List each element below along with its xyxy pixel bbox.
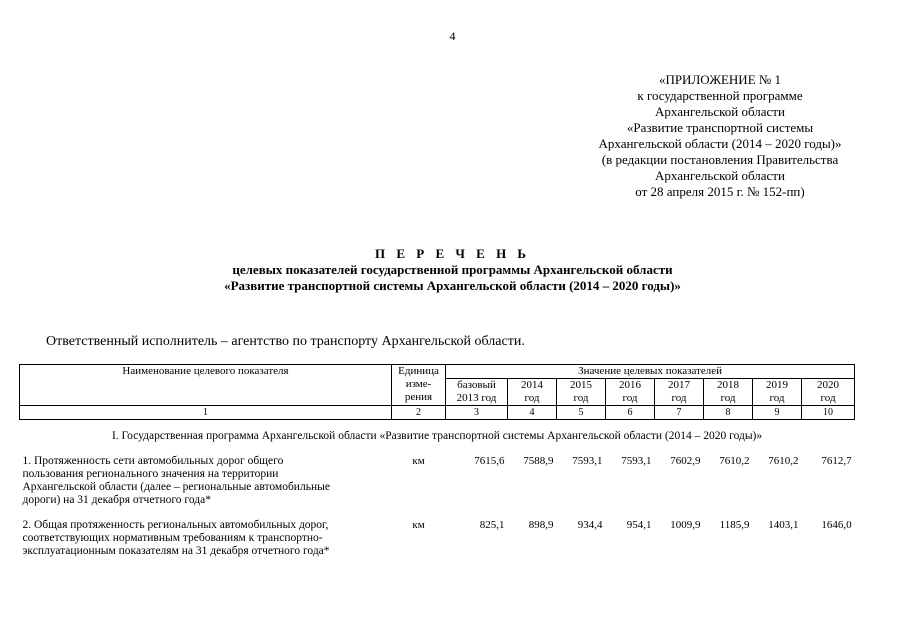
- indicator-name-line: пользования регионального значения на территории: [22, 468, 279, 480]
- appendix-line: «ПРИЛОЖЕНИЕ № 1: [658, 72, 782, 87]
- header-year: 2016 год: [606, 379, 655, 406]
- indicator-value: 7615,6: [474, 455, 505, 467]
- column-number: 6: [606, 406, 655, 420]
- title-heading: П Е Р Е Ч Е Н Ь: [374, 246, 531, 261]
- column-numbers-row: [20, 406, 855, 420]
- indicator-value: 7588,9: [523, 455, 554, 467]
- title-line: «Развитие транспортной системы Архангельской области (2014 – 2020 годы)»: [224, 278, 681, 293]
- indicator-name-line: соответствующих нормативным требованиям к транспортно-: [22, 532, 323, 544]
- indicator-value: 7593,1: [621, 455, 652, 467]
- column-number: 2: [392, 406, 446, 420]
- appendix-block: [540, 72, 900, 200]
- header-row: [20, 365, 855, 379]
- indicator-value: 1009,9: [670, 519, 701, 531]
- column-number: 4: [508, 406, 557, 420]
- indicator-name-line: эксплуатационным показателям на 31 декабря отчетного года*: [22, 545, 330, 557]
- header-year: базовый 2013 год: [446, 379, 508, 406]
- header-unit-line: рения: [404, 391, 433, 403]
- header-year: 2018 год: [704, 379, 753, 406]
- indicator-value: 1403,1: [768, 519, 799, 531]
- column-number: 1: [20, 406, 392, 420]
- indicator-value: 825,1: [479, 519, 505, 531]
- appendix-line: (в редакции постановления Правительства: [601, 152, 839, 167]
- section-title: I. Государственная программа Архангельской области «Развитие транспортной системы Архангельской области (2014 – 2020 годы)»: [111, 430, 763, 442]
- header-unit-line: Единица: [398, 365, 439, 377]
- indicator-value: 1646,0: [821, 519, 852, 531]
- appendix-line: к государственной программе: [637, 88, 803, 103]
- column-number: 10: [802, 406, 855, 420]
- page-number: 4: [449, 29, 456, 43]
- header-year: 2015 год: [557, 379, 606, 406]
- header-name: Наименование целевого показателя: [20, 365, 392, 406]
- indicator-name-line: Архангельской области (далее – региональные автомобильные: [22, 481, 330, 493]
- column-number: 7: [655, 406, 704, 420]
- indicator-name-line: 1. Протяженность сети автомобильных дорог общего: [22, 455, 284, 467]
- header-year: 2014 год: [508, 379, 557, 406]
- header-year: 2017 год: [655, 379, 704, 406]
- title-line: целевых показателей государственной программы Архангельской области: [232, 262, 673, 277]
- indicator-value: 7602,9: [670, 455, 701, 467]
- appendix-line: Архангельской области (2014 – 2020 годы)»: [598, 136, 842, 151]
- appendix-line: от 28 апреля 2015 г. № 152-пп): [635, 184, 805, 199]
- appendix-line: «Развитие транспортной системы: [626, 120, 814, 135]
- header-values-group: Значение целевых показателей: [446, 365, 855, 379]
- header-unit: [392, 365, 446, 406]
- header-year: 2020 год: [802, 379, 855, 406]
- indicator-value: 934,4: [577, 519, 603, 531]
- column-number: 8: [704, 406, 753, 420]
- table-row: [20, 455, 855, 519]
- header-year: 2019 год: [753, 379, 802, 406]
- indicator-value: 1185,9: [719, 519, 750, 531]
- column-number: 5: [557, 406, 606, 420]
- table-row: [20, 519, 855, 570]
- indicator-name-line: 2. Общая протяженность региональных автомобильных дорог,: [22, 519, 329, 531]
- indicator-name: [20, 455, 392, 519]
- indicator-value: 898,9: [528, 519, 554, 531]
- section-row: [20, 420, 855, 456]
- document-title: [0, 246, 905, 294]
- indicator-name-line: дороги) на 31 декабря отчетного года*: [22, 494, 211, 506]
- appendix-line: Архангельской области: [655, 104, 785, 119]
- indicator-unit: км: [412, 455, 425, 467]
- indicators-table: [19, 364, 855, 570]
- indicator-name: [20, 519, 392, 570]
- appendix-line: Архангельской области: [655, 168, 785, 183]
- column-number: 3: [446, 406, 508, 420]
- indicator-unit: км: [412, 519, 425, 531]
- indicator-value: 954,1: [626, 519, 652, 531]
- indicator-value: 7610,2: [768, 455, 799, 467]
- indicator-value: 7593,1: [572, 455, 603, 467]
- header-unit-line: изме-: [405, 378, 432, 390]
- indicator-value: 7612,7: [821, 455, 852, 467]
- indicator-value: 7610,2: [719, 455, 750, 467]
- column-number: 9: [753, 406, 802, 420]
- responsible-executor: Ответственный исполнитель – агентство по транспорту Архангельской области.: [46, 334, 525, 349]
